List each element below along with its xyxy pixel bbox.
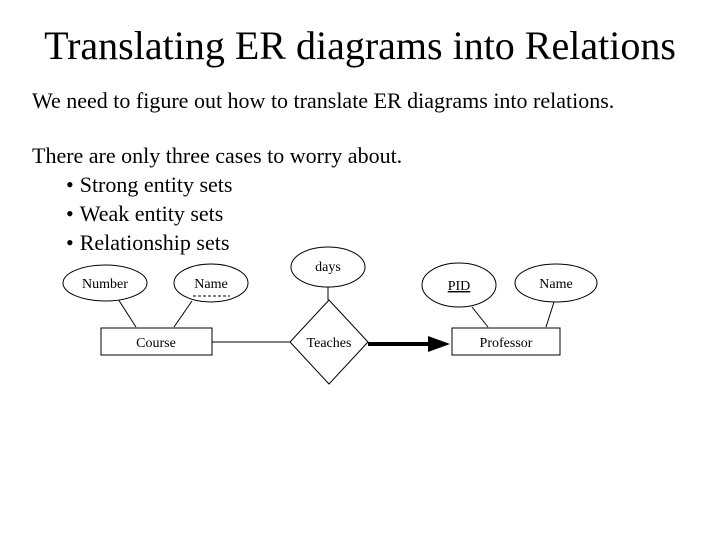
attribute-number-label: Number — [82, 277, 128, 292]
attribute-pid-label: PID — [447, 279, 471, 294]
attribute-course-name-label: Name — [194, 277, 228, 292]
bullet-icon: • — [66, 201, 74, 226]
case-label: Relationship sets — [79, 230, 230, 255]
course-name-link — [174, 301, 192, 327]
entity-professor-label: Professor — [479, 336, 533, 351]
cases-intro-text: There are only three cases to worry about. — [32, 143, 403, 168]
relationship-teaches-label: Teaches — [306, 336, 352, 351]
intro-text: We need to figure out how to translate ER diagrams into relations. — [32, 88, 615, 113]
bullet-icon: • — [66, 172, 74, 197]
entity-course-label: Course — [136, 336, 176, 351]
bullet-icon: • — [66, 230, 74, 255]
case-label: Strong entity sets — [79, 172, 233, 197]
attribute-days-label: days — [315, 260, 341, 275]
slide-title: Translating ER diagrams into Relations — [44, 23, 676, 68]
attribute-professor-name-label: Name — [539, 277, 573, 292]
pid-professor-link — [472, 307, 488, 327]
arrow-head-icon — [428, 336, 450, 352]
course-number-link — [118, 299, 136, 327]
name-professor-link — [546, 302, 554, 327]
case-label: Weak entity sets — [79, 201, 224, 226]
